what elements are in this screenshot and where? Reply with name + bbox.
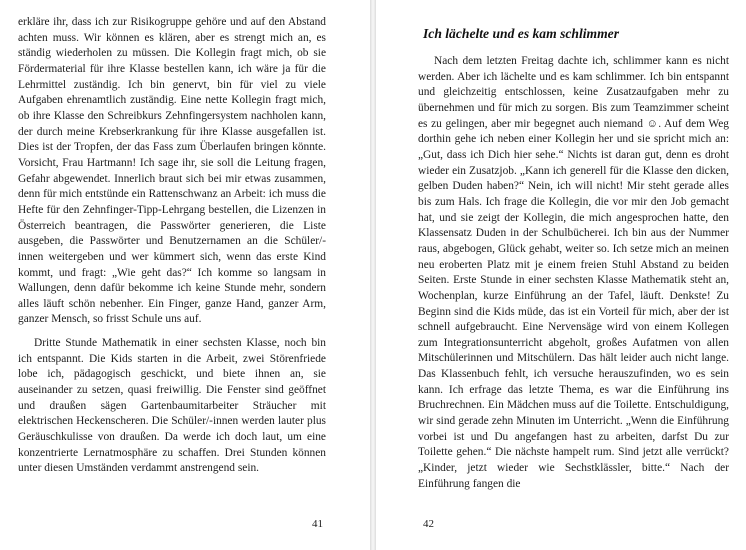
left-page bbox=[0, 0, 370, 550]
left-paragraph-1: erkläre ihr, dass ich zur Risikogruppe gehöre und auf den Abstand achten muss. Wir können es klären, aber es strengt mich an, es ständig wiederholen zu müssen. Die Kollegin fragt mich, ob sie Fördermaterial für ihre Klasse bestellen kann, ich wäre ja für die Lehrmittel zuständig. Ich bin genervt, bin für viel zu viele Aufgaben ehrenamtlich zuständig. Eine nette Kollegin fragt mich, ob ihre Klasse den Schreibkurs Zehnfingersystem nachholen kann, der durch meine Krebserkrankung für ihre Klasse ausgefallen ist. Dies ist der Tropfen, der das Fass zum Überlaufen bringen könnte. Vorsicht, Frau Hartmann! Ich sage ihr, sie soll die Leitung fragen, Gefahr abgewendet. Innerlich braut sich bei mir etwas zusammen, denn für mich entstünde ein Rattenschwanz an Arbeit: ich muss die Hefte für den Zehnfinger-Tipp-Lehrgang bestellen, die Lizenzen in Österreich beantragen, die Passwörter generieren, die Liste ausgeben, die Passwörter und Benutzernamen an die Schüler/-innen weitergeben und wer kümmert sich, wenn das erste Kind kommt, und fragt: „Wie geht das?“ Ich komme so langsam in Wallungen, denn dafür bekomme ich keine Stunde mehr, sondern alles läuft schön nebenher. Ein Finger, ganze Hand, ganzer Arm, ganzer Mensch, so frisst Schule uns auf. bbox=[18, 16, 326, 326]
right-page bbox=[376, 0, 746, 550]
left-page-text bbox=[18, 15, 326, 477]
chapter-heading: Ich lächelte und es kam schlimmer bbox=[423, 26, 619, 41]
left-paragraph-2: Dritte Stunde Mathematik in einer sechsten Klasse, noch bin ich entspannt. Die Kids starten in die Arbeit, zwei Störenfriede lobe ich, pädagogisch geschickt, und biete ihnen an, sie auseinander zu setzen, quasi freiwillig. Die Fenster sind geöffnet und draußen sägen Gartenbaumitarbeiter Sträucher mit elektrischen Heckenscheren. Die Schüler/-innen werden lauter plus Geräuschkulisse von draußen. Da werde ich doch laut, um eine konzentrierte Lernatmosphäre zu schaffen. Drei Stunden können unter diesen Umständen verdammt anstrengend sein. bbox=[18, 337, 326, 475]
right-page-text bbox=[418, 54, 729, 492]
right-page-number: 42 bbox=[423, 518, 434, 530]
right-paragraph-1: Nach dem letzten Freitag dachte ich, schlimmer kann es nicht werden. Aber ich lächelte und es kam schlimmer. Ich bin entspannt und gleichzeitig entschlossen, keine Zusatzaufgaben mehr zu übernehmen und für mich zu sorgen. Bis zum Teamzimmer scheint es zu gelingen, aber mir begegnet auch niemand ☺. Auf dem Weg dorthin gehe ich neben einer Kollegin her und sie spricht mich an: „Gut, dass ich Dich hier sehe.“ Nichts ist daran gut, denn es droht wieder ein Zusatzjob. „Kann ich generell für die Klasse den dicken, gelben Duden haben?“ Nein, ich will nicht! Mir steht gerade alles bis zum Hals. Ich frage die Kollegin, die vor mir den Job gemacht hat, und sie zeigt der Kollegin, die mich angesprochen hatte, den Klassensatz Duden in der Schulbücherei. Ich bin aus der Nummer raus, abgebogen, Glück gehabt, weiter so. Ich setze mich an meinen neu eroberten Platz mit je einem freien Stuhl Abstand zu beiden Seiten. Erste Stunde in einer sechsten Klasse Mathematik steht an, Wochenplan, kurze Einführung an der Tafel, läuft. Denkste! Zu Beginn sind die Kids müde, das ist ein Vorteil für mich, aber der ist schnell aufgebraucht. Eine Nervensäge wird von einem Kollegen zum Integrationsunterricht abgeholt, großes Aufatmen von allen Mitschülerinnen und Mitschülern. Das hält leider auch nicht lange. Das Klassenbuch fehlt, ich versuche herauszufinden, wo es sein kann. Ich erfrage das letzte Thema, es war die Einführung ins Bruchrechnen. Ein Mädchen muss auf die Toilette. Entschuldigung, wir sind gerade zehn Minuten im Unterricht. „Wenn die Einführung vorbei ist und Du angefangen hast zu arbeiten, darfst Du zur Toilette gehen.“ Die nächste hampelt rum. Sind jetzt alle verrückt? „Kinder, jetzt wieder wie Sechstklässler, bitte.“ Nach der Einführung fangen die bbox=[418, 55, 729, 490]
left-page-number: 41 bbox=[312, 518, 323, 530]
